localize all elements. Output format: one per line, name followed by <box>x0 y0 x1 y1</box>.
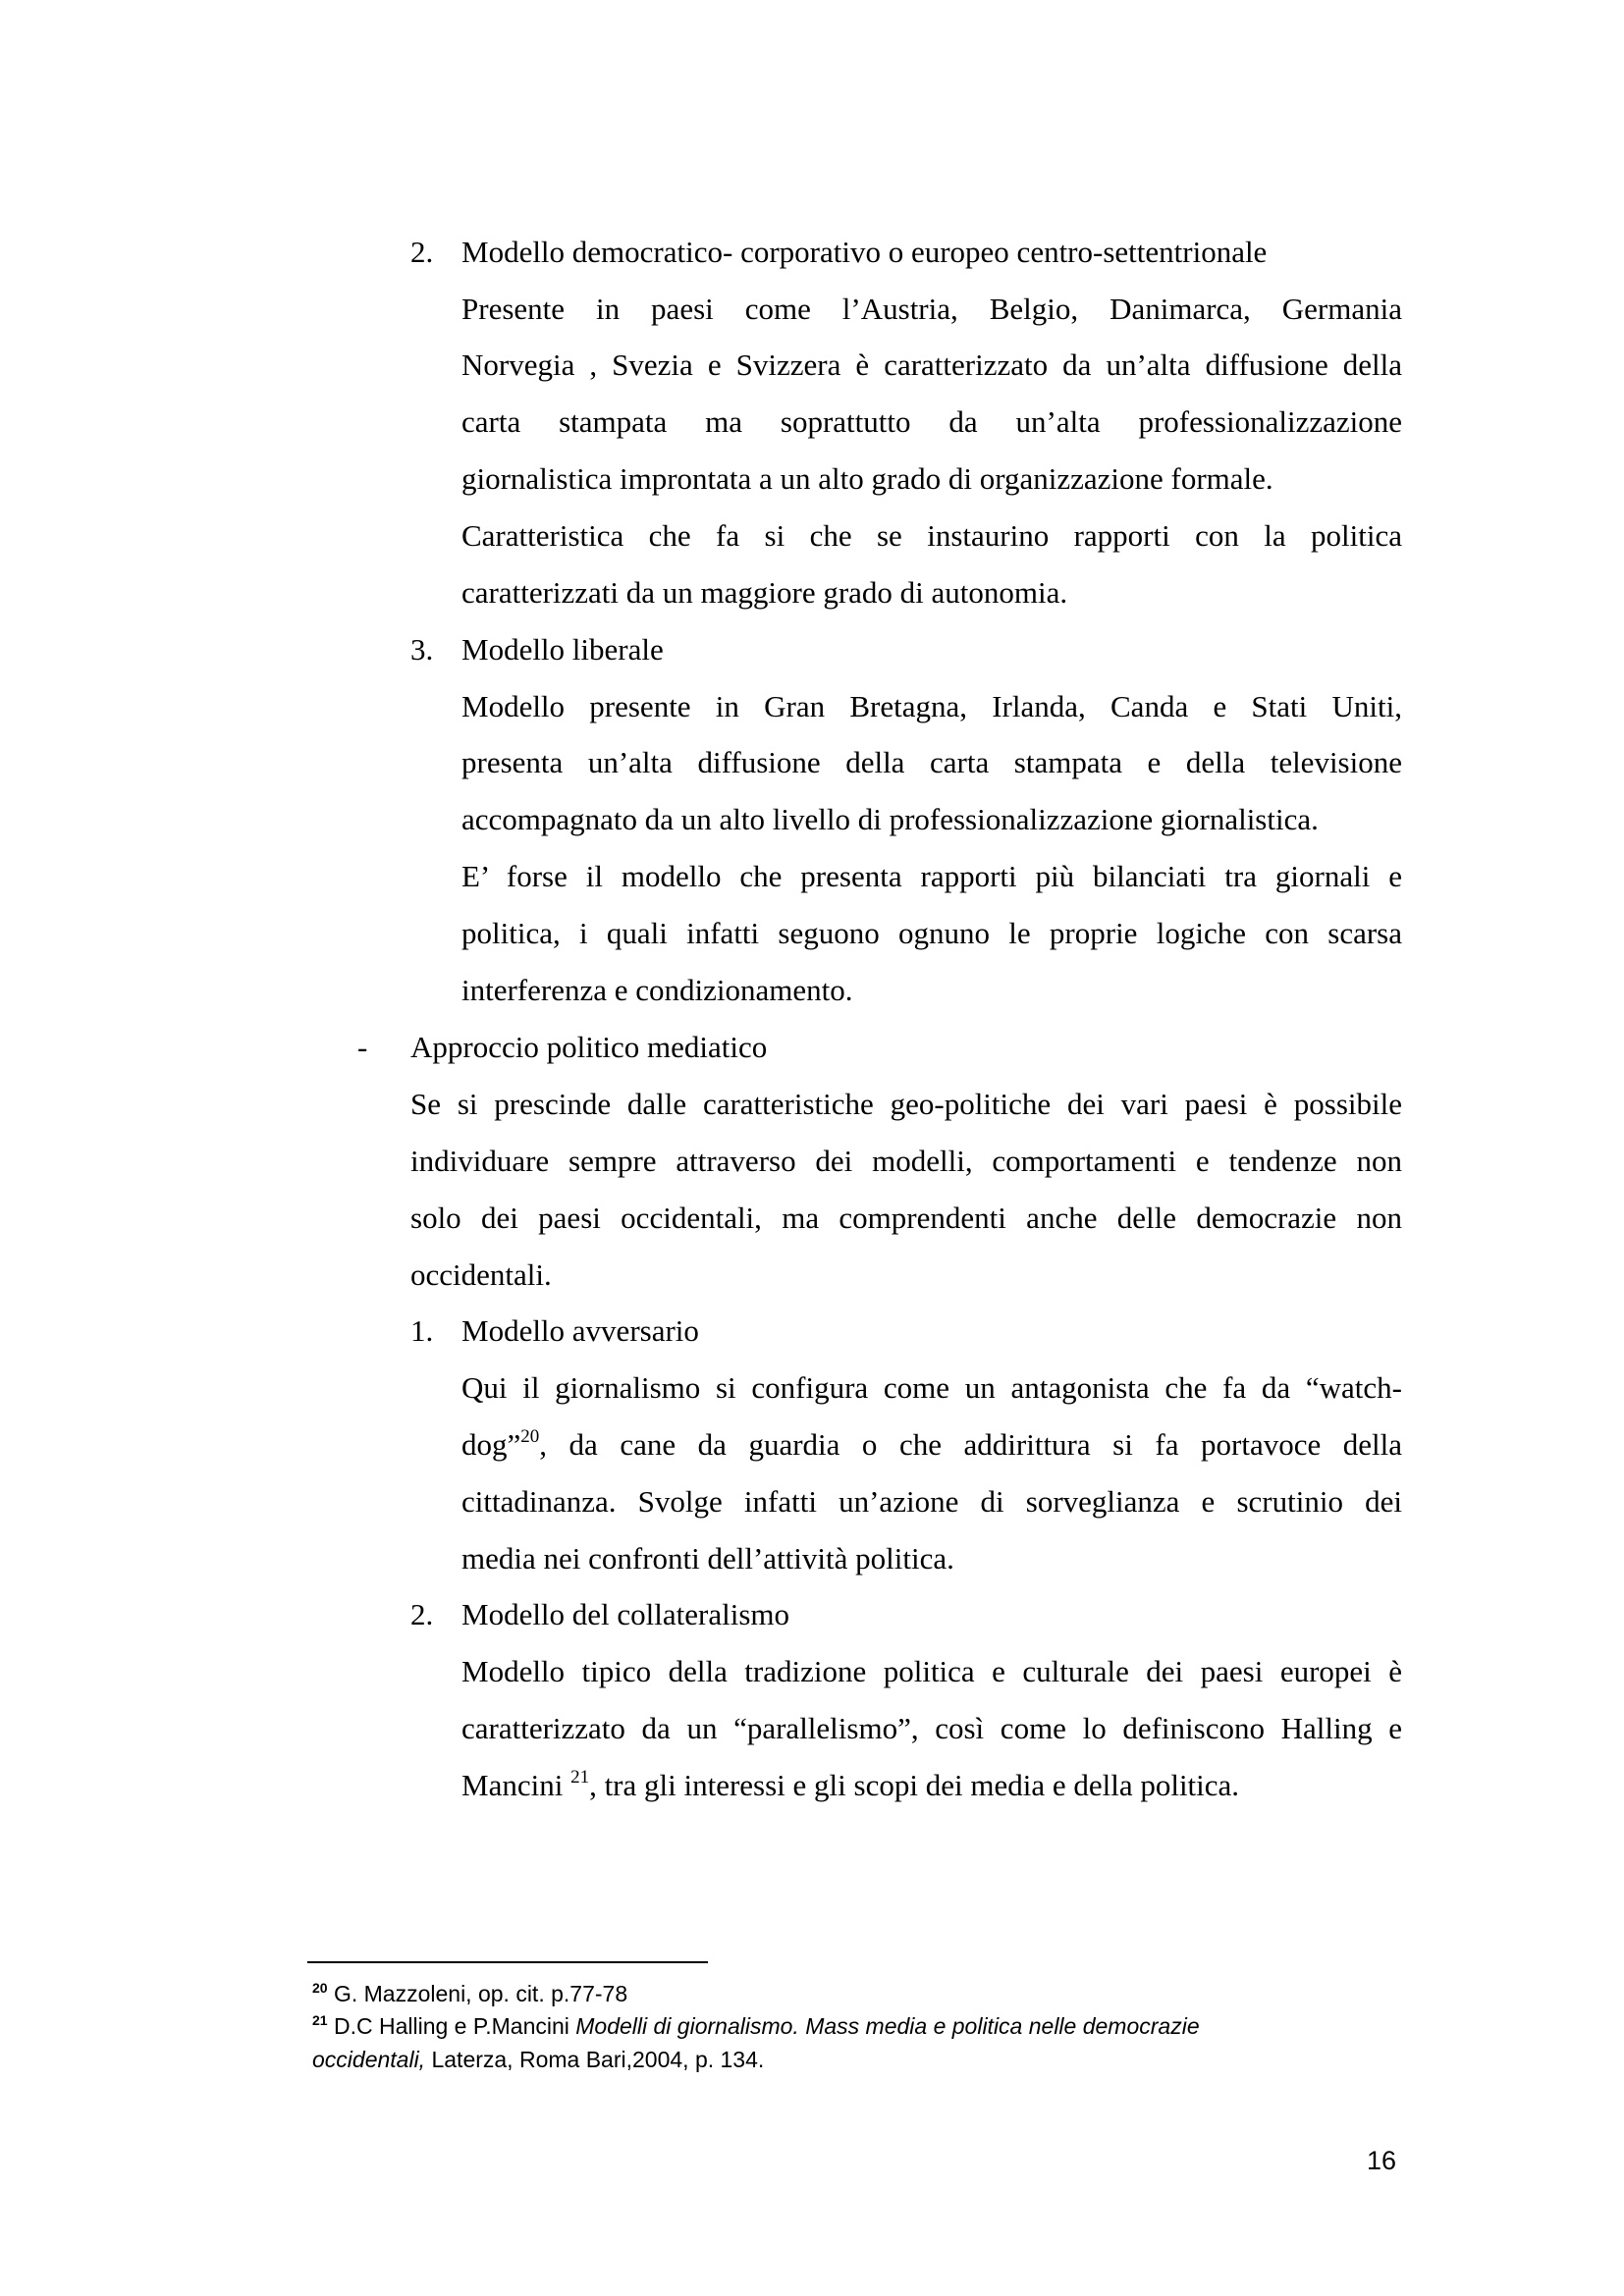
paragraph-line: caratterizzato da un “parallelismo”, così come lo definiscono Halling e <box>461 1711 1402 1745</box>
footnote-21 <box>312 2009 1200 2043</box>
footnote-ref-20: 20 <box>520 1426 540 1447</box>
footnote-title: occidentali, <box>312 2047 426 2072</box>
paragraph-line: Norvegia , Svezia e Svizzera è caratterizzato da un’alta diffusione della <box>461 347 1402 382</box>
footnote-title: Modelli di giornalismo. Mass media e politica nelle democrazie <box>575 2013 1200 2039</box>
paragraph-line: Modello tipico della tradizione politica e culturale dei paesi europei è <box>461 1654 1402 1688</box>
paragraph-line: E’ forse il modello che presenta rapporti più bilanciati tra giornali e <box>461 859 1402 893</box>
paragraph-line <box>461 1426 1402 1464</box>
paragraph-line: Se si prescinde dalle caratteristiche geo-politiche dei vari paesi è possibile <box>410 1087 1402 1121</box>
paragraph-line: cittadinanza. Svolge infatti un’azione di sorveglianza e scrutinio dei <box>461 1484 1402 1519</box>
paragraph-line: giornalistica improntata a un alto grado di organizzazione formale. <box>461 461 1273 496</box>
paragraph-line: accompagnato da un alto livello di professionalizzazione giornalistica. <box>461 802 1319 836</box>
list-number: 2. <box>410 235 434 269</box>
list-number: 3. <box>410 632 434 667</box>
footnote-text: G. Mazzoleni, op. cit. p.77-78 <box>327 1981 628 2006</box>
footnote-text: D.C Halling e P.Mancini <box>327 2013 576 2039</box>
section-title: Approccio politico mediatico <box>410 1030 768 1064</box>
paragraph-line: presenta un’alta diffusione della carta stampata e della televisione <box>461 745 1402 779</box>
text-run: , tra gli interessi e gli scopi dei media e della politica. <box>589 1768 1240 1802</box>
list-item-title: Modello avversario <box>461 1313 699 1348</box>
footnote-ref-21: 21 <box>570 1767 590 1788</box>
paragraph-line: Presente in paesi come l’Austria, Belgio, Danimarca, Germania <box>461 292 1402 326</box>
paragraph-line: politica, i quali infatti seguono ognuno le proprie logiche con scarsa <box>461 916 1402 950</box>
paragraph-line: carta stampata ma soprattutto da un’alta professionalizzazione <box>461 404 1402 439</box>
paragraph-line: solo dei paesi occidentali, ma comprendenti anche delle democrazie non <box>410 1201 1402 1235</box>
footnote-text: Laterza, Roma Bari,2004, p. 134. <box>425 2047 765 2072</box>
footnote-20 <box>312 1977 627 2010</box>
list-item-title: Modello del collateralismo <box>461 1597 790 1631</box>
list-dash: - <box>357 1030 368 1064</box>
text-run: , da cane da guardia o che addirittura si fa portavoce della <box>539 1427 1402 1462</box>
paragraph-line: individuare sempre attraverso dei modelli, comportamenti e tendenze non <box>410 1144 1402 1178</box>
text-run: dog” <box>461 1427 521 1462</box>
paragraph-line: Qui il giornalismo si configura come un antagonista che fa da “watch- <box>461 1370 1402 1405</box>
page-number: 16 <box>1367 2146 1397 2175</box>
footnote-separator <box>307 1961 708 1963</box>
paragraph-line: Caratteristica che fa si che se instaurino rapporti con la politica <box>461 518 1402 553</box>
paragraph-line <box>461 1767 1239 1804</box>
footnote-number: 20 <box>312 1980 328 1996</box>
footnote-number: 21 <box>312 2012 328 2028</box>
list-item-title: Modello liberale <box>461 632 664 667</box>
list-number: 1. <box>410 1313 434 1348</box>
footnote-21-cont <box>312 2043 764 2076</box>
paragraph-line: Modello presente in Gran Bretagna, Irlanda, Canda e Stati Uniti, <box>461 689 1402 723</box>
paragraph-line: media nei confronti dell’attività politica. <box>461 1541 954 1575</box>
text-run: Mancini <box>461 1768 571 1802</box>
list-number: 2. <box>410 1597 434 1631</box>
list-item-title: Modello democratico- corporativo o europeo centro-settentrionale <box>461 235 1268 269</box>
paragraph-line: caratterizzati da un maggiore grado di autonomia. <box>461 575 1068 610</box>
paragraph-line: occidentali. <box>410 1257 552 1292</box>
paragraph-line: interferenza e condizionamento. <box>461 973 853 1007</box>
